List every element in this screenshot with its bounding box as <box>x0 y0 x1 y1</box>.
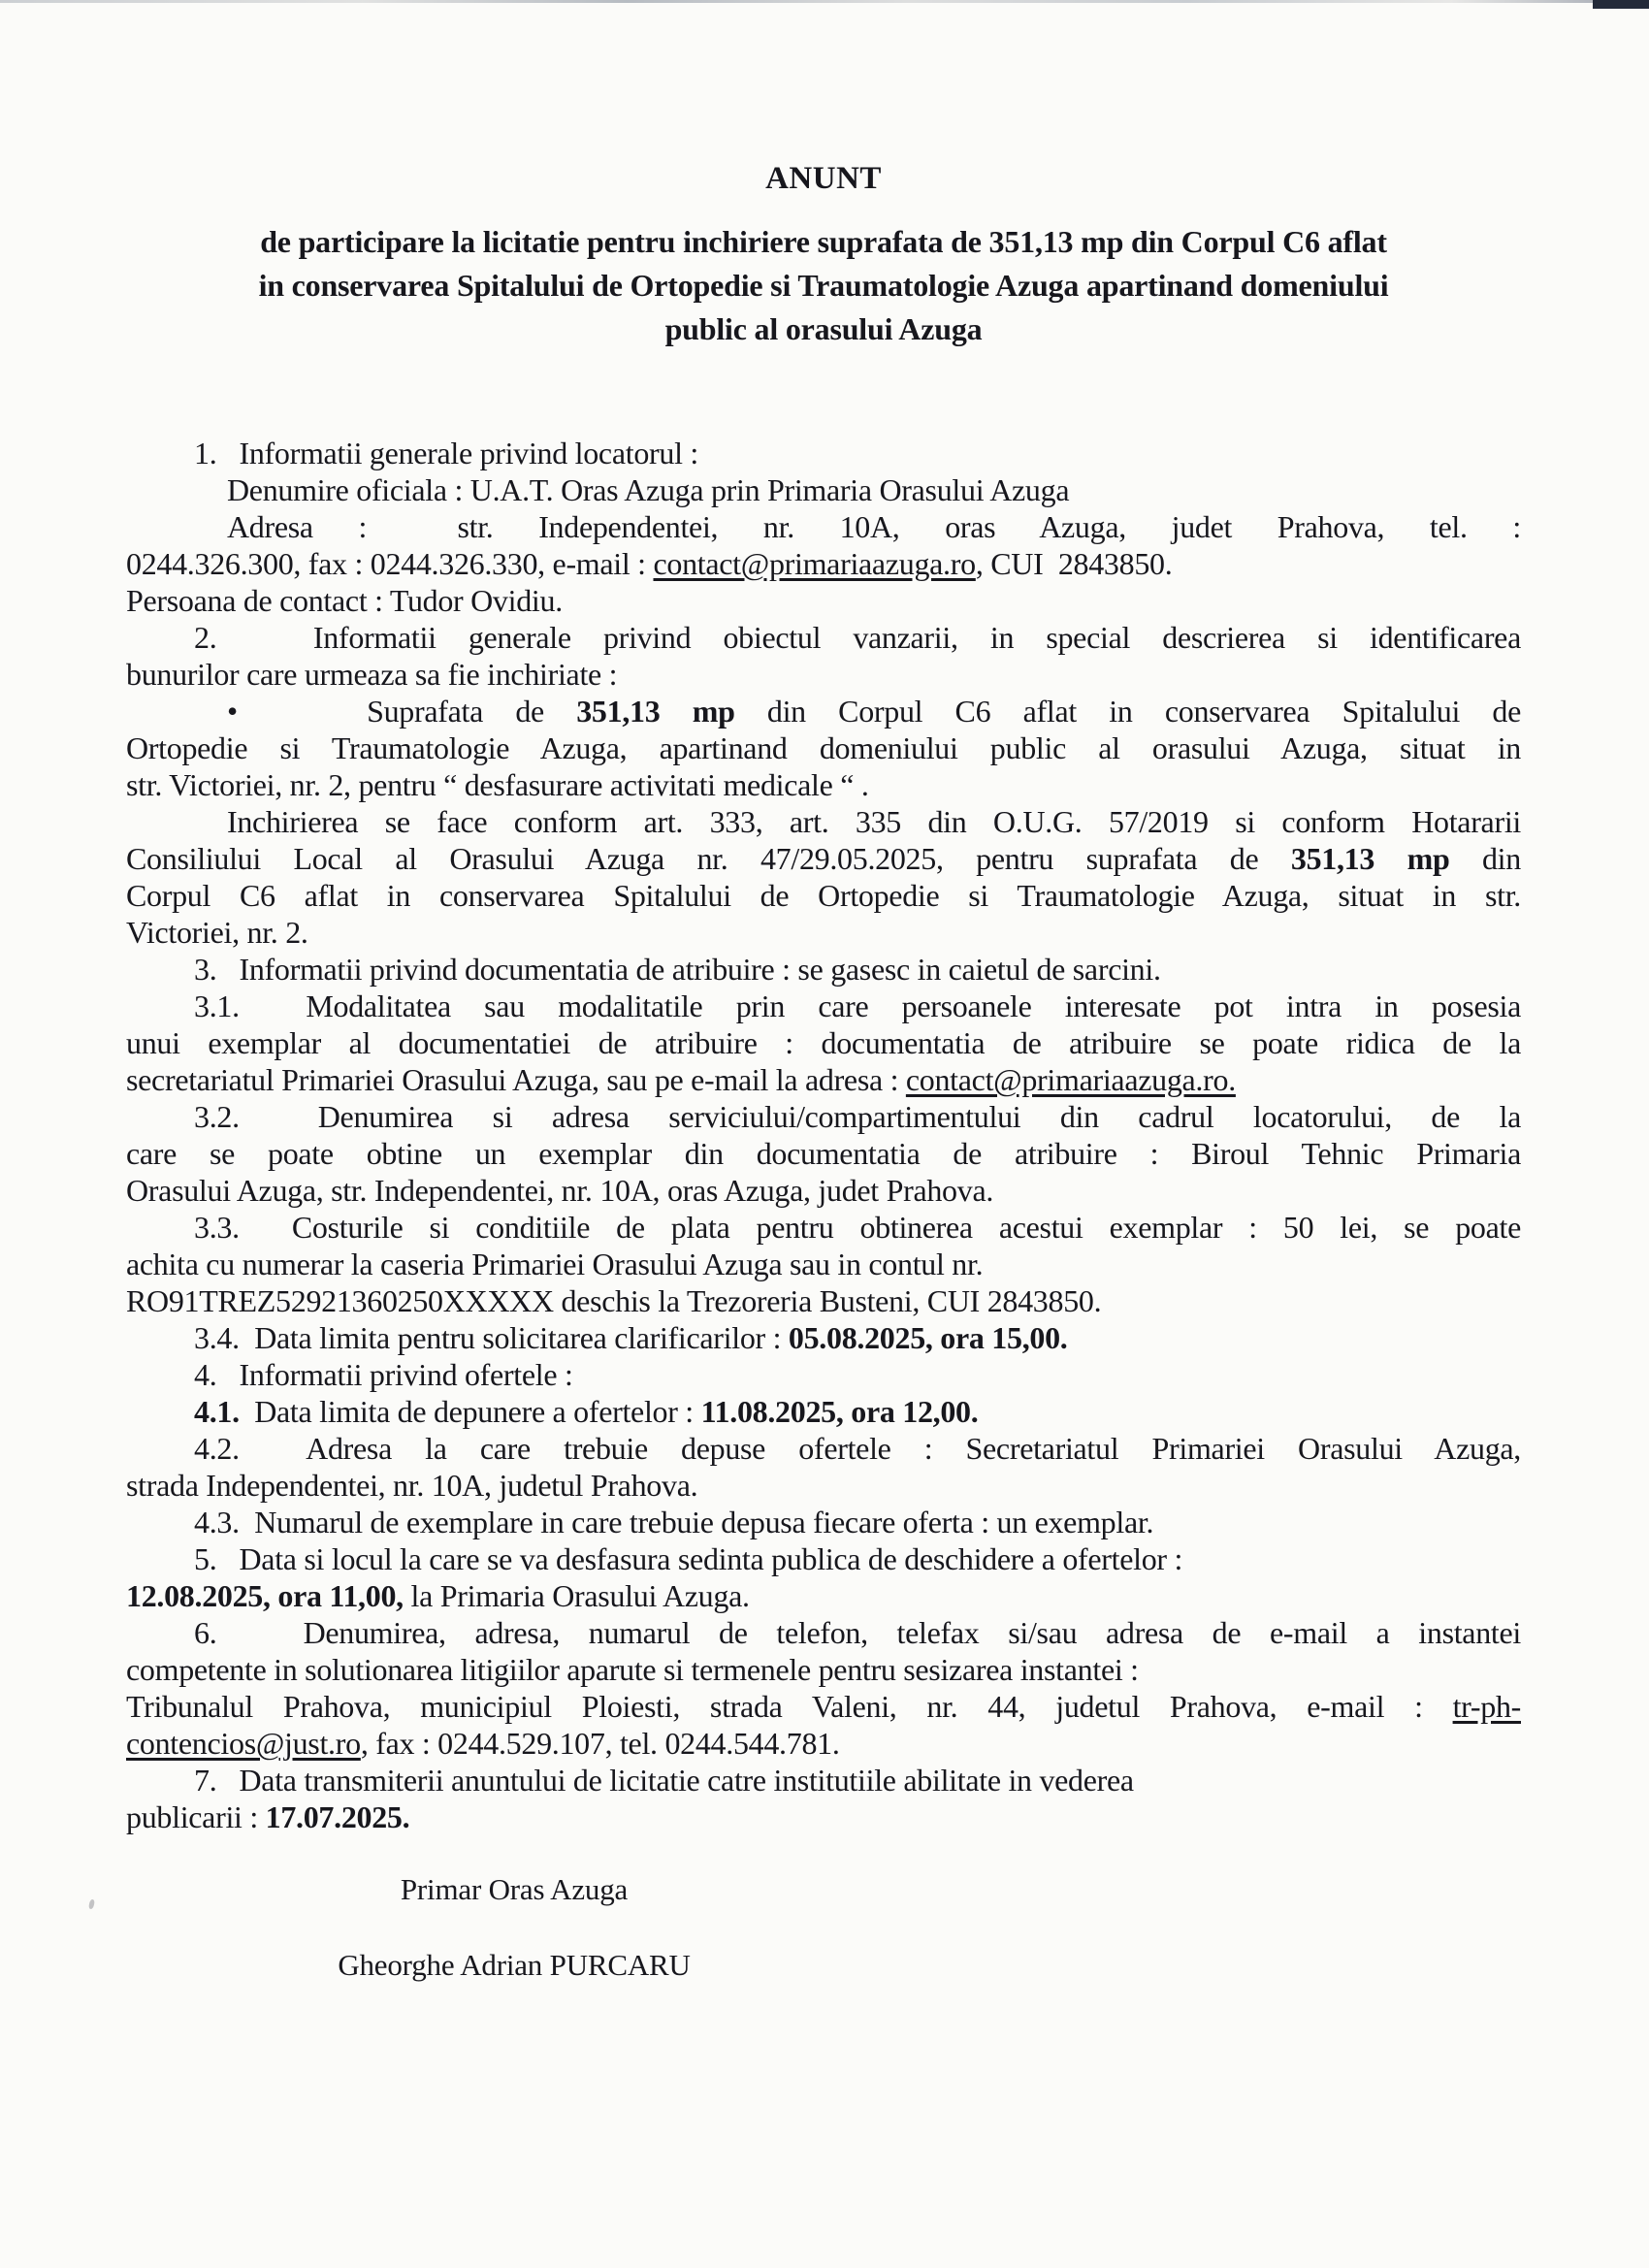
text-run: str. Victoriei, nr. 2, pentru “ desfasurare activitati medicale “ . <box>126 767 869 802</box>
document-line <box>126 1725 1521 1762</box>
document-line <box>126 1798 1521 1835</box>
document-line <box>126 582 1521 619</box>
email-link-text: contact@primariaazuga.ro. <box>905 1062 1236 1097</box>
email-link-text: contencios@just.ro <box>126 1726 361 1761</box>
document-line <box>126 1467 1521 1504</box>
text-run: 1. Informatii generale privind locatorul : <box>194 436 698 470</box>
document-line <box>126 1061 1521 1098</box>
document-line <box>126 1135 1521 1172</box>
text-run: la Primaria Orasului Azuga. <box>403 1578 750 1613</box>
text-run: 6. Denumirea, adresa, numarul de telefon, telefax si/sau adresa de e-mail a instantei <box>194 1615 1521 1650</box>
subtitle-line: in conservarea Spitalului de Ortopedie si Traumatologie Azuga apartinand domeniului <box>258 268 1389 303</box>
text-run: Inchirierea se face conform art. 333, art. 335 din O.U.G. 57/2019 si conform Hotararii <box>227 804 1521 839</box>
text-run: din <box>1449 841 1521 876</box>
document-line <box>126 914 1521 951</box>
document-body <box>126 435 1521 1835</box>
text-run: 5. Data si locul la care se va desfasura sedinta publica de deschidere a ofertelor : <box>194 1541 1183 1576</box>
document-line <box>126 1356 1521 1393</box>
document-line <box>126 545 1521 582</box>
subtitle-line: public al orasului Azuga <box>664 311 983 346</box>
text-run: 11.08.2025, ora 12,00. <box>700 1394 979 1429</box>
text-run: 3. Informatii privind documentatia de atribuire : se gasesc in caietul de sarcini. <box>194 952 1161 987</box>
text-run: 12.08.2025, ora 11,00, <box>126 1578 404 1613</box>
text-run: 3.4. Data limita pentru solicitarea clarificarilor : <box>194 1320 789 1355</box>
text-run: 17.07.2025. <box>265 1799 410 1834</box>
document-line <box>126 840 1521 877</box>
text-run: 4.3. Numarul de exemplare in care trebuie depusa fiecare oferta : un exemplar. <box>194 1505 1154 1539</box>
text-run: unui exemplar al documentatiei de atribuire : documentatia de atribuire se poate ridica de la <box>126 1025 1521 1060</box>
text-run: Denumire oficiala : U.A.T. Oras Azuga prin Primaria Orasului Azuga <box>227 472 1070 507</box>
document-line <box>126 1246 1521 1282</box>
document-line <box>126 803 1521 840</box>
document-line <box>126 1393 1521 1430</box>
document-line <box>126 508 1521 545</box>
text-run: Persoana de contact : Tudor Ovidiu. <box>126 583 563 618</box>
document-line <box>126 729 1521 766</box>
document-title: ANUNT <box>765 161 882 196</box>
text-run: din Corpul C6 aflat in conservarea Spitalului de <box>734 694 1521 729</box>
document-line <box>126 1172 1521 1209</box>
text-run: , fax : 0244.529.107, tel. 0244.544.781. <box>360 1726 840 1761</box>
subtitle-line: de participare la licitatie pentru inchiriere suprafata de 351,13 mp din Corpul C6 aflat <box>260 224 1387 259</box>
text-run: Adresa : str. Independentei, nr. 10A, oras Azuga, judet Prahova, tel. : <box>227 509 1521 544</box>
text-run: 4. Informatii privind ofertele : <box>194 1357 573 1392</box>
text-run: 0244.326.300, fax : 0244.326.330, e-mail : <box>126 546 654 581</box>
text-run: secretariatul Primariei Orasului Azuga, sau pe e-mail la adresa : <box>126 1062 906 1097</box>
document-subtitle <box>126 220 1521 351</box>
text-run: competente in solutionarea litigiilor aparute si termenele pentru sesizarea instantei : <box>126 1652 1139 1687</box>
text-run: Data limita de depunere a ofertelor : <box>239 1394 701 1429</box>
email-link-text: tr-ph- <box>1452 1689 1521 1724</box>
text-run: Tribunalul Prahova, municipiul Ploiesti, strada Valeni, nr. 44, judetul Prahova, e-mail : <box>126 1689 1453 1724</box>
text-run: publicarii : <box>126 1799 266 1834</box>
signature-role: Primar Oras Azuga <box>400 1872 629 1906</box>
text-run: 4.1. <box>194 1394 240 1429</box>
document-line <box>126 1430 1521 1467</box>
text-run: RO91TREZ52921360250XXXXX deschis la Trezoreria Busteni, CUI 2843850. <box>126 1283 1102 1318</box>
document-line <box>126 1577 1521 1614</box>
text-run: strada Independentei, nr. 10A, judetul Prahova. <box>126 1468 698 1503</box>
document-line <box>126 1504 1521 1540</box>
document-line <box>126 766 1521 803</box>
document-line <box>126 877 1521 914</box>
document-line <box>126 1651 1521 1688</box>
text-run: Orasului Azuga, str. Independentei, nr. 10A, oras Azuga, judet Prahova. <box>126 1173 994 1208</box>
text-run: achita cu numerar la caseria Primariei Orasului Azuga sau in contul nr. <box>126 1247 984 1281</box>
text-run: Victoriei, nr. 2. <box>126 915 308 950</box>
text-run: 351,13 mp <box>576 694 735 729</box>
signature-block <box>126 1872 902 1983</box>
text-run: 3.2. Denumirea si adresa serviciului/compartimentului din cadrul locatorului, de la <box>194 1099 1521 1134</box>
document-line <box>126 1614 1521 1651</box>
document-line <box>126 471 1521 508</box>
document-line <box>126 1540 1521 1577</box>
document-line <box>126 1098 1521 1135</box>
document-line <box>126 1762 1521 1798</box>
text-run: • Suprafata de <box>227 694 577 729</box>
text-run: 351,13 mp <box>1290 841 1450 876</box>
text-run: 2. Informatii generale privind obiectul vanzarii, in special descrierea si identificarea <box>194 620 1521 655</box>
document-line <box>126 619 1521 656</box>
text-run: bunurilor care urmeaza sa fie inchiriate : <box>126 657 618 692</box>
text-run: 3.3. Costurile si conditiile de plata pentru obtinerea acestui exemplar : 50 lei, se poate <box>194 1210 1521 1245</box>
document-line <box>126 1282 1521 1319</box>
document-line <box>126 951 1521 988</box>
document-line <box>126 693 1521 729</box>
text-run: 4.2. Adresa la care trebuie depuse ofertele : Secretariatul Primariei Orasului Azuga, <box>194 1431 1521 1466</box>
text-run: Consiliului Local al Orasului Azuga nr. 47/29.05.2025, pentru suprafata de <box>126 841 1291 876</box>
text-run: , CUI 2843850. <box>975 546 1173 581</box>
document-line <box>126 1209 1521 1246</box>
text-run: 7. Data transmiterii anuntului de licitatie catre institutiile abilitate in vederea <box>194 1763 1134 1798</box>
document-line <box>126 988 1521 1024</box>
document-line <box>126 1319 1521 1356</box>
document-line <box>126 1688 1521 1725</box>
document-line <box>126 435 1521 471</box>
text-run: 3.1. Modalitatea sau modalitatile prin care persoanele interesate pot intra in posesia <box>194 988 1521 1023</box>
text-run: Ortopedie si Traumatologie Azuga, apartinand domeniului public al orasului Azuga, situat in <box>126 730 1521 765</box>
text-run: Corpul C6 aflat in conservarea Spitalului de Ortopedie si Traumatologie Azuga, situat in str. <box>126 878 1521 913</box>
signature-name: Gheorghe Adrian PURCARU <box>338 1948 691 1982</box>
document-line <box>126 1024 1521 1061</box>
document-line <box>126 656 1521 693</box>
text-run: care se poate obtine un exemplar din documentatia de atribuire : Biroul Tehnic Primaria <box>126 1136 1521 1171</box>
email-link-text: contact@primariaazuga.ro <box>653 546 976 581</box>
text-run: 05.08.2025, ora 15,00. <box>788 1320 1068 1355</box>
